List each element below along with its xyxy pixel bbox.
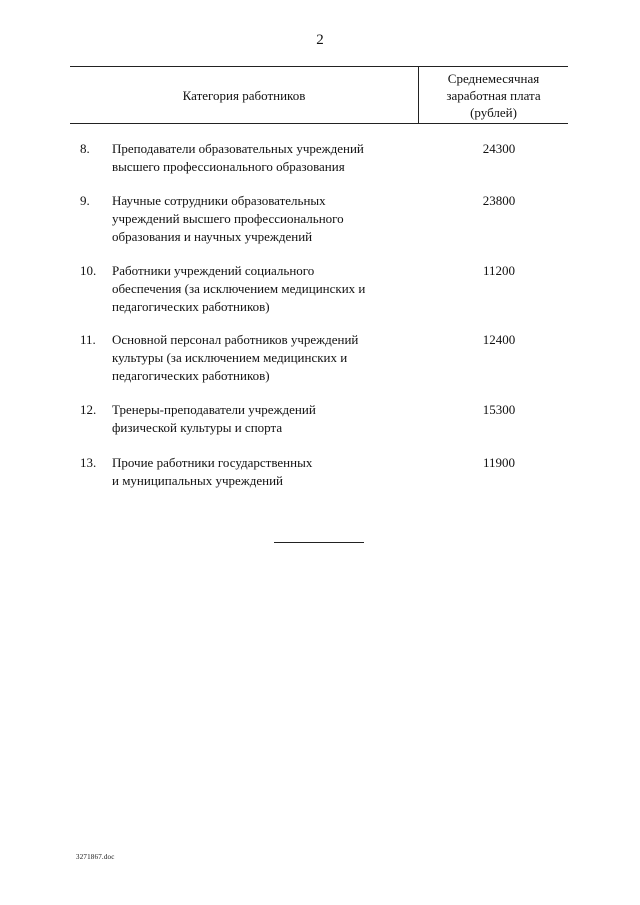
row-category-line: Преподаватели образовательных учреждений — [112, 141, 364, 156]
row-category-line: культуры (за исключением медицинских и — [112, 350, 348, 365]
row-salary: 23800 — [482, 193, 516, 208]
row-category-line: Работники учреждений социального — [112, 263, 315, 278]
page-number: 2 — [316, 32, 324, 48]
salary-header-line: Среднемесячная — [447, 71, 540, 86]
salary-header-line: (рублей) — [470, 105, 517, 120]
row-category-line: и муниципальных учреждений — [112, 473, 284, 488]
row-salary: 15300 — [482, 402, 516, 417]
row-salary: 24300 — [482, 141, 516, 156]
row-category-line: Основной персонал работников учреждений — [112, 332, 359, 347]
row-number: 12. — [80, 402, 97, 417]
table-header — [70, 66, 568, 124]
row-category-line: Научные сотрудники образовательных — [112, 193, 326, 208]
row-category-line: обеспечения (за исключением медицинских и — [112, 281, 366, 296]
row-category — [112, 140, 422, 176]
row-number: 8. — [80, 141, 90, 156]
row-category-line: педагогических работников) — [112, 368, 270, 383]
row-category — [112, 262, 422, 316]
row-category-line: образования и научных учреждений — [112, 229, 313, 244]
row-number: 9. — [80, 193, 90, 208]
row-salary: 11200 — [482, 263, 516, 278]
row-category — [112, 401, 422, 437]
row-number: 11. — [80, 332, 96, 347]
row-category-line: Прочие работники государственных — [112, 455, 313, 470]
row-salary: 12400 — [482, 332, 516, 347]
row-number: 13. — [80, 455, 97, 470]
row-number: 10. — [80, 263, 97, 278]
row-category-line: физической культуры и спорта — [112, 420, 283, 435]
row-category-line: Тренеры-преподаватели учреждений — [112, 402, 316, 417]
row-category-line: педагогических работников) — [112, 299, 270, 314]
row-category — [112, 454, 422, 490]
end-of-table-rule — [274, 542, 364, 543]
row-salary: 11900 — [482, 455, 516, 470]
salary-column-header — [419, 70, 568, 121]
row-category-line: учреждений высшего профессионального — [112, 211, 344, 226]
row-category-line: высшего профессионального образования — [112, 159, 345, 174]
category-column-header: Категория работников — [182, 88, 306, 103]
salary-header-line: заработная плата — [446, 88, 541, 103]
row-category — [112, 192, 422, 246]
row-category — [112, 331, 422, 385]
document-filename: 3271867.doc — [76, 853, 115, 861]
